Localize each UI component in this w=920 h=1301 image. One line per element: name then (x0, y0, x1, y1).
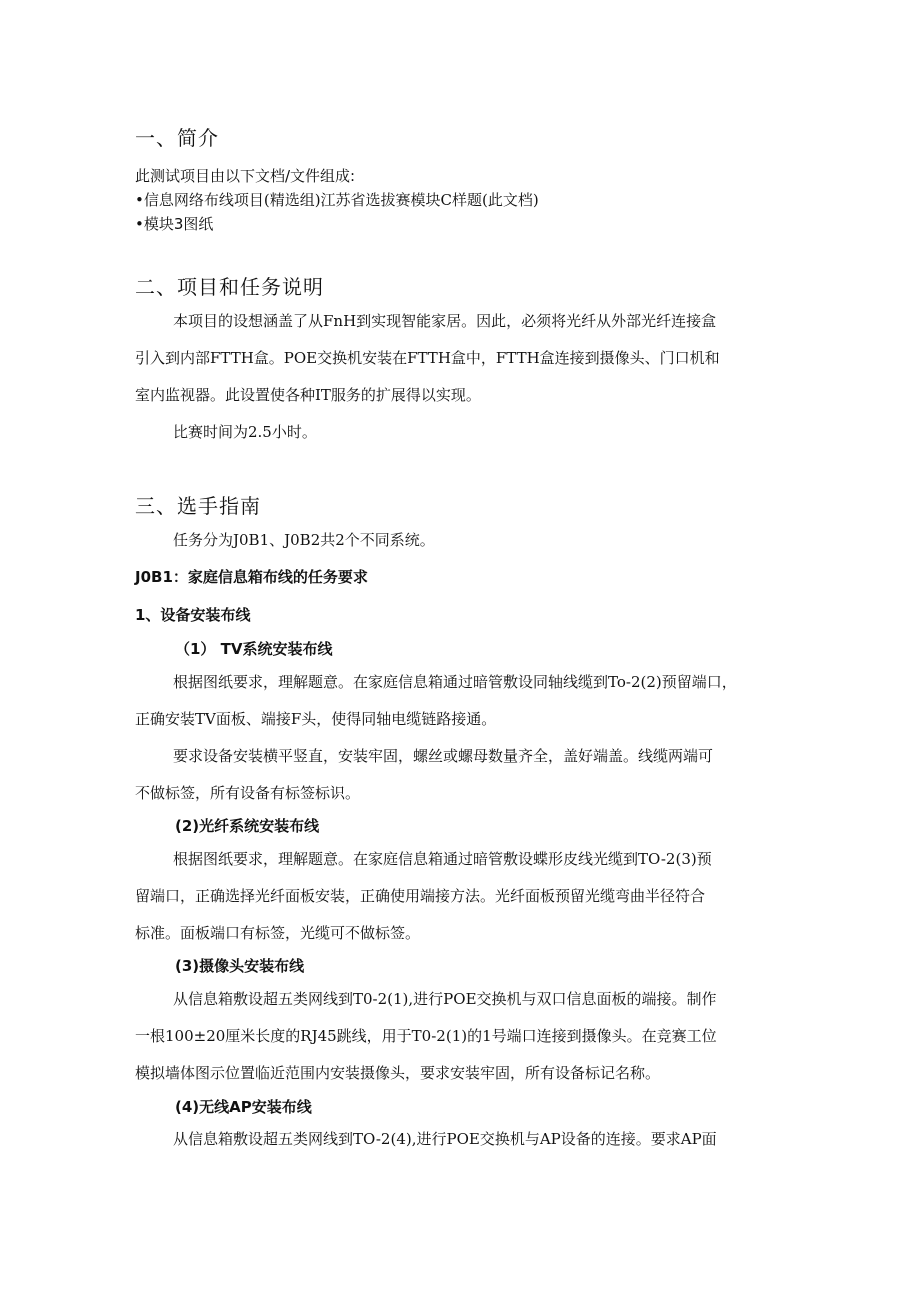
paragraph-ap (135, 1121, 787, 1158)
text-line: 室内监视器。此设置使各种IT服务的扩展得以实现。 (135, 386, 481, 404)
bullet-item: •信息网络布线项目(精选组)江苏省选拔赛模块C样题(此文档) (135, 191, 539, 209)
camera-heading: (3)摄像头安装布线 (175, 957, 305, 975)
section-heading-project: 二、项目和任务说明 (135, 275, 324, 299)
text-line: 模拟墙体图示位置临近范围内安装摄像头，要求安装牢固，所有设备标记名称。 (135, 1064, 661, 1082)
section-heading-guide: 三、选手指南 (135, 494, 261, 518)
paragraph-tv (135, 664, 787, 812)
item1-heading: 1、设备安装布线 (135, 606, 251, 624)
job1-heading: J0B1：家庭信息箱布线的任务要求 (135, 568, 368, 586)
paragraph-guide (135, 522, 787, 559)
text-line: 正确安装TV面板、端接F头，使得同轴电缆链路接通。 (135, 710, 497, 728)
text-line: 要求设备安装横平竖直，安装牢固，螺丝或螺母数量齐全，盖好端盖。线缆两端可 (173, 747, 714, 765)
text-line: 比赛时间为2.5小时。 (173, 423, 317, 441)
text-line: 引入到内部FTTH盒。POE交换机安装在FTTH盒中，FTTH盒连接到摄像头、门口机和 (135, 349, 720, 367)
text-line: 根据图纸要求，理解题意。在家庭信息箱通过暗管敷设同轴线缆到To-2(2)预留端口， (173, 673, 737, 691)
text-line: 留端口，正确选择光纤面板安装，正确使用端接方法。光纤面板预留光缆弯曲半径符合 (135, 887, 706, 905)
text-line: 不做标签，所有设备有标签标识。 (135, 784, 361, 802)
fiber-heading: (2)光纤系统安装布线 (175, 817, 320, 835)
text-line: 一根100±20厘米长度的RJ45跳线，用于T0-2(1)的1号端口连接到摄像头。在竞赛工位 (135, 1027, 717, 1045)
text-line: 从信息箱敷设超五类网线到T0-2(1),进行POE交换机与双口信息面板的端接。制作 (173, 990, 717, 1008)
paragraph-camera (135, 981, 787, 1092)
text-line: 任务分为J0B1、J0B2共2个不同系统。 (173, 531, 435, 549)
bullet-item: •模块3图纸 (135, 215, 214, 233)
tv-heading: （1） TV系统安装布线 (175, 640, 333, 658)
text-line: 从信息箱敷设超五类网线到TO-2(4),进行POE交换机与AP设备的连接。要求AP面 (173, 1130, 717, 1148)
paragraph-project (135, 303, 787, 451)
text-line: 标准。面板端口有标签，光缆可不做标签。 (135, 924, 421, 942)
ap-heading: (4)无线AP安装布线 (175, 1098, 312, 1116)
section-heading-intro: 一、简介 (135, 126, 219, 150)
intro-text: 此测试项目由以下文档/文件组成: (135, 167, 356, 185)
text-line: 根据图纸要求，理解题意。在家庭信息箱通过暗管敷设蝶形皮线光缆到TO-2(3)预 (173, 850, 712, 868)
paragraph-fiber (135, 841, 787, 952)
text-line: 本项目的设想涵盖了从FnH到实现智能家居。因此，必须将光纤从外部光纤连接盒 (173, 312, 717, 330)
